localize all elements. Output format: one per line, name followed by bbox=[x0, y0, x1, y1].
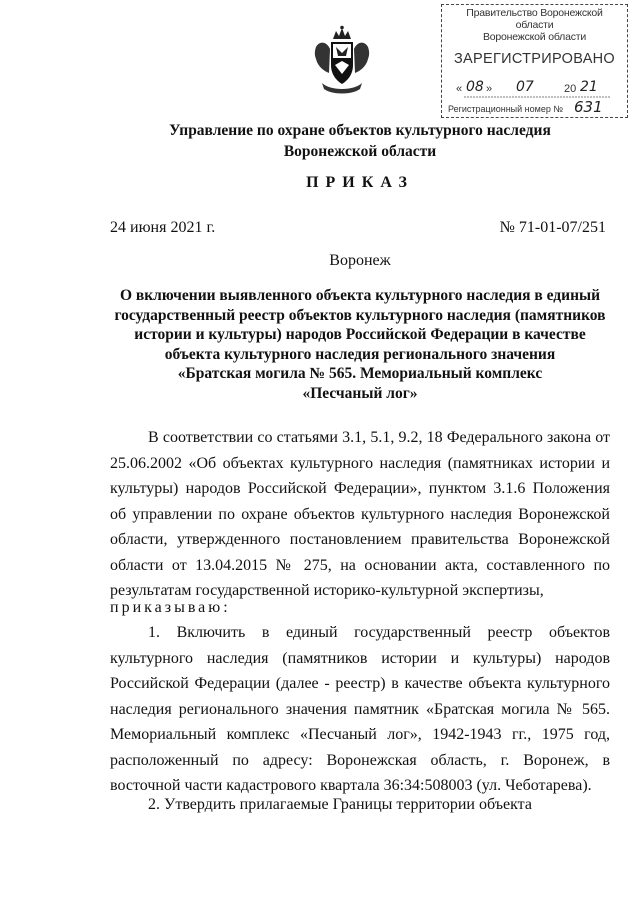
stamp-day: 08 bbox=[466, 79, 484, 95]
stamp-reg-label: Регистрационный номер № bbox=[448, 104, 564, 114]
document-number: № 71-01-07/251 bbox=[499, 219, 606, 236]
document-city: Воронеж bbox=[329, 252, 391, 269]
subject-line-5: «Братская могила № 565. Мемориальный комплекс bbox=[177, 365, 543, 382]
org-line-1: Управление по охране объектов культурного наследия bbox=[169, 122, 551, 139]
subject-line-2: государственный реестр объектов культурного наследия (памятников bbox=[114, 306, 606, 324]
org-line-2: Воронежской области bbox=[283, 143, 437, 160]
stamp-year-suffix: 21 bbox=[580, 79, 598, 95]
order-item-2: 2. Утвердить прилагаемые Границы территории объекта bbox=[148, 796, 532, 813]
stamp-reg-number: 631 bbox=[574, 98, 603, 116]
document-subject bbox=[60, 286, 640, 403]
subject-line-1: О включении выявленного объекта культурного наследия в единый bbox=[119, 287, 601, 304]
coat-of-arms-emblem bbox=[312, 25, 372, 97]
document-type-title: ПРИКАЗ bbox=[306, 174, 414, 191]
stamp-month: 07 bbox=[516, 79, 534, 95]
stamp-year-prefix: 20 bbox=[564, 83, 577, 95]
subject-line-3: истории и культуры) народов Российской Федерации в качестве bbox=[134, 326, 586, 343]
orders-word: приказываю: bbox=[110, 599, 231, 616]
stamp-date-line: « 08 » 07 20 21 bbox=[456, 81, 616, 99]
preamble-paragraph: В соответствии со статьями 3.1, 5.1, 9.2, 18 Федерального закона от 25.06.2002 «Об объектах культурного наследия (памятниках истории и культуры) народов Российской Федерации», пунктом 3.1.6 Положения об управлении по охране объектов культурного наследия Воронежской области, утвержденного постановлением правительства Воронежской области от 13.04.2015 № 275, на основании акта, составленного по результатам государственной историко-культурной экспертизы, bbox=[110, 429, 610, 599]
subject-line-4: объекта культурного наследия регионального значения bbox=[164, 345, 556, 363]
document-date: 24 июня 2021 г. bbox=[110, 219, 216, 236]
stamp-registered-label: ЗАРЕГИСТРИРОВАНО bbox=[453, 51, 616, 67]
order-item-1: 1. Включить в единый государственный реестр объектов культурного наследия (памятников истории и культуры) народов Российской Федерации (далее - реестр) в качестве объекта культурного наследия регионального значения памятник «Братская могила № 565. Мемориальный комплекс «Песчаный лог», 1942-1943 гг., 1975 год, расположенный по адресу: Воронежская область, г. Воронеж, в восточной части кадастрового квартала 36:34:508003 (ул. Чеботарева). bbox=[110, 624, 610, 794]
registration-stamp bbox=[441, 4, 628, 118]
stamp-region-line: Воронежской области bbox=[482, 31, 587, 43]
issuing-organization bbox=[60, 120, 640, 162]
stamp-authority-line: Правительство Воронежской области bbox=[466, 7, 603, 31]
subject-line-6: «Песчаный лог» bbox=[302, 384, 418, 402]
